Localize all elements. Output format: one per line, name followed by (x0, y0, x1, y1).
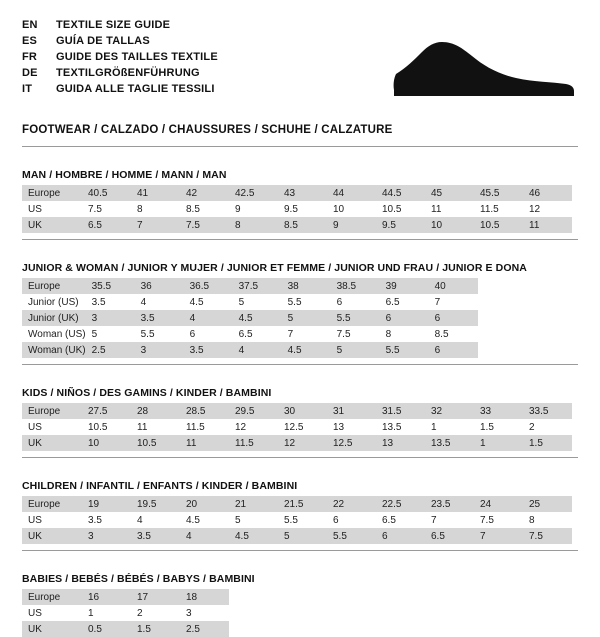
language-title-list-body (22, 18, 218, 98)
size-cell: 3.5 (86, 294, 135, 310)
size-cell (229, 621, 278, 637)
language-title: TEXTILGRÖßENFÜHRUNG (56, 67, 200, 79)
size-cell: 21.5 (278, 496, 327, 512)
size-cell (229, 589, 278, 605)
table-row (22, 528, 572, 544)
size-cell: 6 (376, 528, 425, 544)
size-cell: 23.5 (425, 496, 474, 512)
size-cell: 21 (229, 496, 278, 512)
language-title: GUIDE DES TAILLES TEXTILE (56, 51, 218, 63)
size-cell: 4.5 (229, 528, 278, 544)
size-cell: 35.5 (86, 278, 135, 294)
size-cell: 4.5 (180, 512, 229, 528)
size-cell: 9.5 (278, 201, 327, 217)
size-group-title: CHILDREN / INFANTIL / ENFANTS / KINDER / BAMBINI (22, 480, 298, 492)
size-cell: 2.5 (180, 621, 229, 637)
language-row (22, 18, 218, 34)
size-cell (327, 621, 376, 637)
size-cell: 1 (82, 605, 131, 621)
size-cell: 13 (327, 419, 376, 435)
size-cell: 4.5 (233, 310, 282, 326)
table-row (22, 621, 572, 637)
size-cell: 6 (184, 326, 233, 342)
row-label: US (22, 605, 82, 621)
size-cell: 6 (429, 342, 478, 358)
size-cell: 31.5 (376, 403, 425, 419)
size-cell: 43 (278, 185, 327, 201)
size-cell: 8 (131, 201, 180, 217)
size-cell: 1.5 (131, 621, 180, 637)
size-cell: 38 (282, 278, 331, 294)
language-row (22, 82, 218, 98)
size-cell: 7 (429, 294, 478, 310)
size-cell (527, 342, 576, 358)
size-cell: 11.5 (180, 419, 229, 435)
size-cell (327, 605, 376, 621)
size-group (22, 169, 578, 240)
row-label: UK (22, 435, 82, 451)
row-label: Woman (US) (22, 326, 86, 342)
size-cell: 12.5 (278, 419, 327, 435)
size-cell: 3.5 (82, 512, 131, 528)
size-cell: 12.5 (327, 435, 376, 451)
table-row (22, 419, 572, 435)
size-cell: 19.5 (131, 496, 180, 512)
size-cell: 4 (184, 310, 233, 326)
size-cell: 22.5 (376, 496, 425, 512)
size-cell: 39 (380, 278, 429, 294)
size-cell (376, 589, 425, 605)
size-cell: 7 (282, 326, 331, 342)
size-cell: 5 (86, 326, 135, 342)
size-cell (527, 278, 576, 294)
size-cell: 17 (131, 589, 180, 605)
size-cell: 6.5 (82, 217, 131, 233)
size-cell: 6.5 (425, 528, 474, 544)
size-cell: 5 (233, 294, 282, 310)
language-row (22, 66, 218, 82)
size-cell (474, 605, 523, 621)
size-cell: 38.5 (331, 278, 380, 294)
size-cell: 42 (180, 185, 229, 201)
size-cell: 11 (180, 435, 229, 451)
size-cell: 10 (327, 201, 376, 217)
row-label: UK (22, 528, 82, 544)
size-cell: 1 (474, 435, 523, 451)
size-cell (523, 589, 572, 605)
size-cell (425, 605, 474, 621)
size-cell: 6 (331, 294, 380, 310)
size-cell: 0.5 (82, 621, 131, 637)
size-cell: 3 (135, 342, 184, 358)
size-cell: 4.5 (184, 294, 233, 310)
table-row (22, 605, 572, 621)
size-cell: 3 (180, 605, 229, 621)
size-cell: 6.5 (380, 294, 429, 310)
language-code: FR (22, 51, 38, 63)
size-cell: 10 (425, 217, 474, 233)
size-cell: 40.5 (82, 185, 131, 201)
table-row (22, 310, 576, 326)
size-cell: 11.5 (474, 201, 523, 217)
size-cell: 9.5 (376, 217, 425, 233)
size-group-title: BABIES / BEBÉS / BÉBÉS / BABYS / BAMBINI (22, 573, 255, 585)
size-group (22, 387, 578, 458)
size-cell: 27.5 (82, 403, 131, 419)
table-row (22, 278, 576, 294)
size-cell: 7 (425, 512, 474, 528)
size-cell: 11 (523, 217, 572, 233)
page-title: FOOTWEAR / CALZADO / CHAUSSURES / SCHUHE / CALZATURE (22, 124, 393, 136)
size-cell: 5.5 (135, 326, 184, 342)
size-cell: 5 (229, 512, 278, 528)
size-cell (474, 621, 523, 637)
language-title-list (22, 18, 218, 98)
size-cell: 8 (229, 217, 278, 233)
size-table (22, 185, 572, 233)
size-table (22, 496, 572, 544)
size-cell: 18 (180, 589, 229, 605)
size-cell: 9 (327, 217, 376, 233)
size-cell: 10.5 (82, 419, 131, 435)
size-cell: 3 (86, 310, 135, 326)
row-label: Europe (22, 589, 82, 605)
size-group-title: KIDS / NIÑOS / DES GAMINS / KINDER / BAMBINI (22, 387, 272, 399)
group-divider (22, 364, 578, 365)
size-cell: 13 (376, 435, 425, 451)
table-row (22, 326, 576, 342)
size-cell (278, 605, 327, 621)
size-cell (425, 589, 474, 605)
size-cell: 2 (131, 605, 180, 621)
size-cell (376, 605, 425, 621)
language-code: EN (22, 19, 38, 31)
size-cell: 3.5 (131, 528, 180, 544)
dress-shoe-icon (388, 30, 578, 102)
size-cell: 12 (523, 201, 572, 217)
row-label: Europe (22, 185, 82, 201)
size-cell: 7.5 (180, 217, 229, 233)
size-cell: 10.5 (131, 435, 180, 451)
size-cell: 6.5 (233, 326, 282, 342)
language-title: GUÍA DE TALLAS (56, 35, 150, 47)
size-cell: 5.5 (278, 512, 327, 528)
table-row (22, 294, 576, 310)
size-cell: 7.5 (523, 528, 572, 544)
size-cell (425, 621, 474, 637)
size-cell (278, 621, 327, 637)
size-cell: 4 (180, 528, 229, 544)
size-cell: 3 (82, 528, 131, 544)
size-cell: 7.5 (331, 326, 380, 342)
language-code: IT (22, 83, 33, 95)
size-cell: 11 (131, 419, 180, 435)
row-label: Europe (22, 496, 82, 512)
size-cell (527, 310, 576, 326)
language-row (22, 50, 218, 66)
table-row (22, 217, 572, 233)
size-cell: 5 (278, 528, 327, 544)
row-label: UK (22, 217, 82, 233)
table-row (22, 589, 572, 605)
size-cell: 10.5 (474, 217, 523, 233)
size-cell: 33 (474, 403, 523, 419)
page-header (22, 18, 578, 110)
row-label: US (22, 512, 82, 528)
header-divider (22, 146, 578, 147)
size-cell (527, 294, 576, 310)
size-cell: 12 (278, 435, 327, 451)
size-cell: 12 (229, 419, 278, 435)
table-row (22, 403, 572, 419)
size-cell: 28 (131, 403, 180, 419)
size-cell: 11.5 (229, 435, 278, 451)
size-cell: 8 (380, 326, 429, 342)
size-cell: 8.5 (278, 217, 327, 233)
size-cell: 7.5 (474, 512, 523, 528)
size-cell: 11 (425, 201, 474, 217)
size-cell (527, 326, 576, 342)
language-code: DE (22, 67, 38, 79)
size-cell: 28.5 (180, 403, 229, 419)
size-cell: 31 (327, 403, 376, 419)
size-cell: 44 (327, 185, 376, 201)
row-label: Woman (UK) (22, 342, 86, 358)
size-cell: 10.5 (376, 201, 425, 217)
size-cell: 7 (474, 528, 523, 544)
language-row (22, 34, 218, 50)
size-cell: 24 (474, 496, 523, 512)
size-cell: 5.5 (380, 342, 429, 358)
size-cell (523, 605, 572, 621)
size-group (22, 573, 578, 637)
size-cell: 4.5 (282, 342, 331, 358)
size-cell: 10 (82, 435, 131, 451)
size-cell: 40 (429, 278, 478, 294)
size-cell (478, 294, 527, 310)
size-cell: 19 (82, 496, 131, 512)
size-cell (278, 589, 327, 605)
size-cell (478, 278, 527, 294)
size-cell: 42.5 (229, 185, 278, 201)
group-divider (22, 550, 578, 551)
table-row (22, 496, 572, 512)
table-row (22, 435, 572, 451)
size-cell: 5.5 (327, 528, 376, 544)
group-divider (22, 457, 578, 458)
row-label: Junior (UK) (22, 310, 86, 326)
size-cell: 4 (131, 512, 180, 528)
size-cell (229, 605, 278, 621)
size-cell: 5.5 (331, 310, 380, 326)
size-cell: 33.5 (523, 403, 572, 419)
size-cell: 41 (131, 185, 180, 201)
size-cell: 6 (380, 310, 429, 326)
language-title: GUIDA ALLE TAGLIE TESSILI (56, 83, 215, 95)
size-cell: 36 (135, 278, 184, 294)
row-label: US (22, 419, 82, 435)
size-group-title: MAN / HOMBRE / HOMME / MANN / MAN (22, 169, 227, 181)
size-group (22, 480, 578, 551)
size-cell: 36.5 (184, 278, 233, 294)
size-cell: 8.5 (429, 326, 478, 342)
size-cell: 5.5 (282, 294, 331, 310)
size-group-title: JUNIOR & WOMAN / JUNIOR Y MUJER / JUNIOR ET FEMME / JUNIOR UND FRAU / JUNIOR E DONA (22, 262, 527, 274)
language-title: TEXTILE SIZE GUIDE (56, 19, 171, 31)
size-cell: 2.5 (86, 342, 135, 358)
size-cell (478, 326, 527, 342)
size-cell: 8.5 (180, 201, 229, 217)
size-table (22, 403, 572, 451)
size-cell: 6.5 (376, 512, 425, 528)
row-label: US (22, 201, 82, 217)
table-row (22, 342, 576, 358)
size-cell: 13.5 (376, 419, 425, 435)
table-row (22, 201, 572, 217)
size-cell: 45 (425, 185, 474, 201)
size-cell: 37.5 (233, 278, 282, 294)
size-cell (376, 621, 425, 637)
size-cell: 13.5 (425, 435, 474, 451)
size-cell: 3.5 (135, 310, 184, 326)
row-label: Europe (22, 278, 86, 294)
size-cell: 45.5 (474, 185, 523, 201)
size-table (22, 589, 572, 637)
size-cell (474, 589, 523, 605)
size-table (22, 278, 576, 358)
size-cell: 3.5 (184, 342, 233, 358)
size-cell (523, 621, 572, 637)
size-cell (478, 310, 527, 326)
size-cell: 30 (278, 403, 327, 419)
row-label: Junior (US) (22, 294, 86, 310)
size-cell (327, 589, 376, 605)
size-cell: 2 (523, 419, 572, 435)
language-code: ES (22, 35, 38, 47)
table-row (22, 185, 572, 201)
size-cell: 44.5 (376, 185, 425, 201)
size-cell: 6 (429, 310, 478, 326)
row-label: Europe (22, 403, 82, 419)
size-cell: 16 (82, 589, 131, 605)
size-cell: 22 (327, 496, 376, 512)
size-cell: 46 (523, 185, 572, 201)
size-cell (478, 342, 527, 358)
row-label: UK (22, 621, 82, 637)
group-divider (22, 239, 578, 240)
size-cell: 4 (135, 294, 184, 310)
size-cell: 1.5 (474, 419, 523, 435)
size-cell: 1.5 (523, 435, 572, 451)
size-cell: 20 (180, 496, 229, 512)
size-cell: 7.5 (82, 201, 131, 217)
size-cell: 29.5 (229, 403, 278, 419)
size-cell: 32 (425, 403, 474, 419)
size-cell: 6 (327, 512, 376, 528)
size-cell: 1 (425, 419, 474, 435)
size-group (22, 262, 578, 365)
size-cell: 7 (131, 217, 180, 233)
size-cell: 4 (233, 342, 282, 358)
size-cell: 9 (229, 201, 278, 217)
table-row (22, 512, 572, 528)
size-groups (22, 169, 578, 637)
size-cell: 8 (523, 512, 572, 528)
size-cell: 25 (523, 496, 572, 512)
size-cell: 5 (282, 310, 331, 326)
size-cell: 5 (331, 342, 380, 358)
